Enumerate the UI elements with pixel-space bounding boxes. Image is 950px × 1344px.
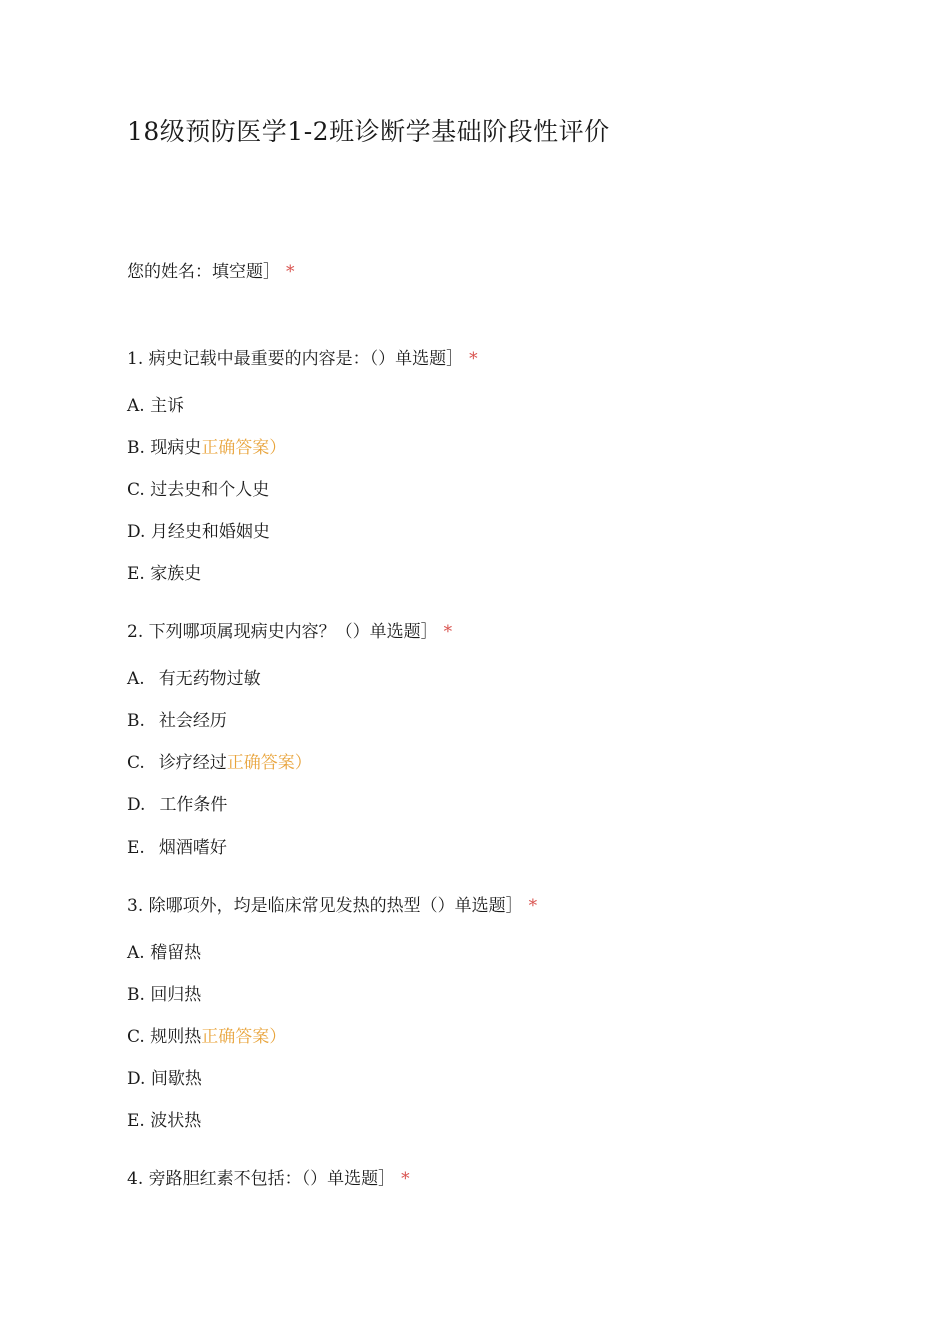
option-text: 现病史 bbox=[150, 438, 202, 458]
question-3-option-a[interactable] bbox=[127, 942, 201, 964]
option-text: 有无药物过敏 bbox=[158, 669, 261, 689]
question-3-option-d[interactable] bbox=[127, 1068, 202, 1090]
option-letter: E. bbox=[127, 564, 145, 584]
question-1-option-c[interactable] bbox=[127, 479, 269, 501]
option-letter: D. bbox=[127, 1069, 146, 1089]
name-question bbox=[127, 261, 295, 283]
correct-answer-label: 正确答案） bbox=[201, 1027, 287, 1047]
required-mark: * bbox=[286, 262, 295, 282]
question-3 bbox=[127, 895, 537, 917]
option-letter: E. bbox=[127, 838, 145, 858]
option-letter: B. bbox=[127, 985, 145, 1005]
option-text: 家族史 bbox=[150, 564, 202, 584]
question-1-option-b[interactable] bbox=[127, 437, 286, 459]
option-text: 过去史和个人史 bbox=[150, 480, 270, 500]
question-2-option-e[interactable] bbox=[127, 837, 227, 859]
required-mark: * bbox=[528, 896, 538, 916]
question-1-text: 1. 病史记载中最重要的内容是：（）单选题］ bbox=[127, 349, 464, 369]
question-1-option-a[interactable] bbox=[127, 395, 184, 417]
option-text: 间歇热 bbox=[150, 1069, 202, 1089]
question-3-option-c[interactable] bbox=[127, 1026, 286, 1048]
option-text: 月经史和婚姻史 bbox=[150, 522, 270, 542]
option-letter: B. bbox=[127, 438, 145, 458]
option-letter: A. bbox=[127, 396, 145, 416]
option-letter: C. bbox=[127, 1027, 145, 1047]
question-3-option-e[interactable] bbox=[127, 1110, 201, 1132]
option-text: 诊疗经过 bbox=[158, 753, 227, 773]
option-letter: D. bbox=[127, 795, 146, 815]
question-1-option-e[interactable] bbox=[127, 563, 201, 585]
question-4 bbox=[127, 1168, 410, 1190]
correct-answer-label: 正确答案） bbox=[226, 753, 312, 773]
question-2-option-b[interactable] bbox=[127, 710, 227, 732]
question-2-option-c[interactable] bbox=[127, 752, 312, 774]
question-2-option-d[interactable] bbox=[127, 794, 227, 816]
question-2 bbox=[127, 621, 452, 643]
name-question-label: 您的姓名：填空题］ bbox=[127, 262, 280, 282]
question-3-option-b[interactable] bbox=[127, 984, 201, 1006]
question-4-text: 4. 旁路胆红素不包括：（）单选题］ bbox=[127, 1169, 396, 1189]
option-letter: A. bbox=[127, 669, 145, 689]
question-1-option-d[interactable] bbox=[127, 521, 270, 543]
option-letter: E. bbox=[127, 1111, 145, 1131]
option-text: 稽留热 bbox=[150, 943, 202, 963]
question-2-text: 2. 下列哪项属现病史内容？（）单选题］ bbox=[127, 622, 438, 642]
option-text: 波状热 bbox=[150, 1111, 202, 1131]
option-letter: B. bbox=[127, 711, 145, 731]
required-mark: * bbox=[401, 1169, 410, 1189]
option-text: 规则热 bbox=[150, 1027, 202, 1047]
question-2-option-a[interactable] bbox=[127, 668, 261, 690]
option-letter: C. bbox=[127, 480, 145, 500]
option-text: 社会经历 bbox=[158, 711, 227, 731]
required-mark: * bbox=[443, 622, 453, 642]
option-text: 工作条件 bbox=[159, 795, 228, 815]
option-letter: A. bbox=[127, 943, 145, 963]
option-text: 回归热 bbox=[150, 985, 202, 1005]
required-mark: * bbox=[469, 349, 478, 369]
question-3-text: 3. 除哪项外，均是临床常见发热的热型（）单选题］ bbox=[127, 896, 523, 916]
option-text: 主诉 bbox=[150, 396, 185, 416]
document-title: 18级预防医学1-2班诊断学基础阶段性评价 bbox=[127, 117, 610, 146]
option-letter: D. bbox=[127, 522, 146, 542]
correct-answer-label: 正确答案） bbox=[201, 438, 287, 458]
option-text: 烟酒嗜好 bbox=[158, 838, 227, 858]
option-letter: C. bbox=[127, 753, 145, 773]
question-1 bbox=[127, 348, 478, 370]
